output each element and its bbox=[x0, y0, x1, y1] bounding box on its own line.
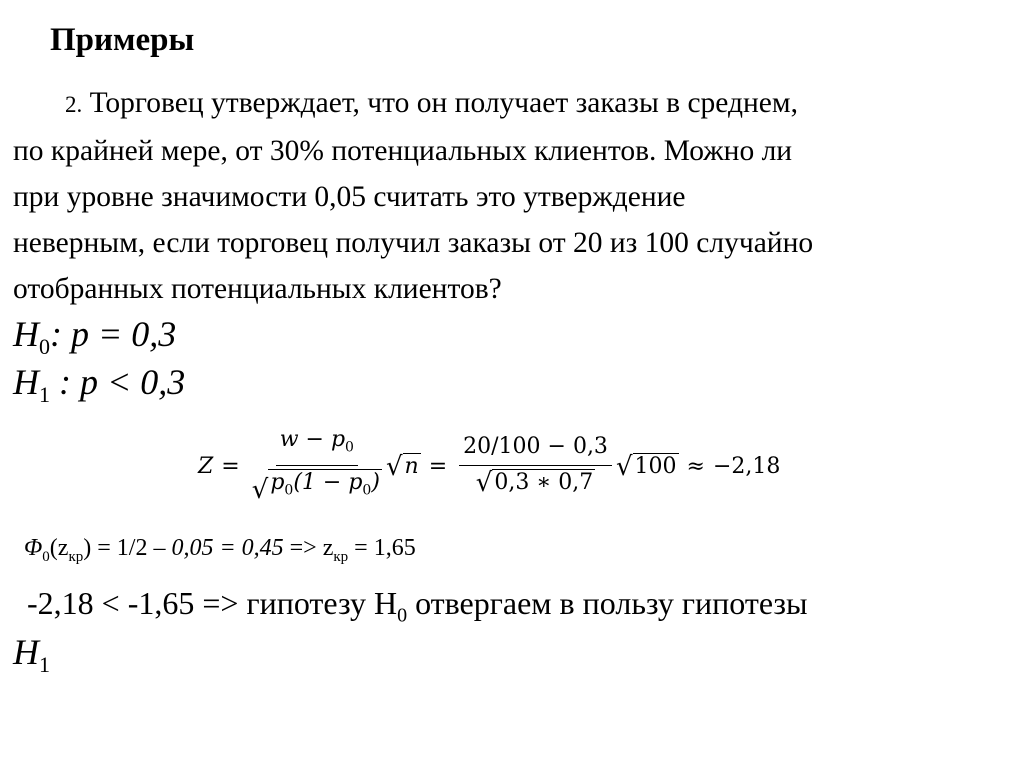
sqrt-icon: √ bbox=[385, 451, 403, 482]
conclusion-h1: $H_1$ bbox=[13, 632, 50, 677]
problem-line-1: 2. Торговец утверждает, что он получает заказы в среднем, bbox=[65, 87, 798, 119]
sqrt-icon: √ bbox=[475, 468, 493, 498]
conclusion-line: -2,18 < -1,65 => гипотезу $H_0$ отвергаем в пользу гипотезы bbox=[27, 585, 808, 627]
problem-line-4: неверным, если торговец получил заказы от 20 из 100 случайно bbox=[13, 227, 814, 259]
fraction-numeric: 20/100 − 0,3 √ 0,3 ∗ 0,7 bbox=[459, 432, 612, 500]
sqrt-icon: √ bbox=[615, 451, 633, 482]
sqrt-icon: √ bbox=[251, 475, 269, 506]
slide-title: Примеры bbox=[50, 22, 195, 58]
z-statistic-formula: Z = $w - p_0$ √ $p_0(1 - p_0)$ √ n = 20/100 − 0,3 √ 0,3 ∗ 0,7 √ 100 ≈ −2,18 bbox=[198, 426, 781, 506]
null-hypothesis: $H_0$: p = 0,3 bbox=[13, 314, 177, 359]
problem-line-3: при уровне значимости 0,05 считать это утверждение bbox=[13, 181, 686, 213]
problem-line-5: отобранных потенциальных клиентов? bbox=[13, 273, 502, 305]
alternative-hypothesis: $H_1$ : p < 0,3 bbox=[13, 362, 186, 407]
problem-statement bbox=[13, 80, 1018, 312]
fraction-general: $w - p_0$ √ $p_0(1 - p_0)$ bbox=[251, 426, 380, 506]
problem-number: 2. bbox=[65, 92, 83, 117]
problem-line-2: по крайней мере, от 30% потенциальных клиентов. Можно ли bbox=[13, 135, 793, 167]
critical-value-line: $\Phi_0(z_{кр}) = 1/2 - 0,05 = 0,45 => z_{кр} = 1,65$ bbox=[24, 535, 416, 565]
